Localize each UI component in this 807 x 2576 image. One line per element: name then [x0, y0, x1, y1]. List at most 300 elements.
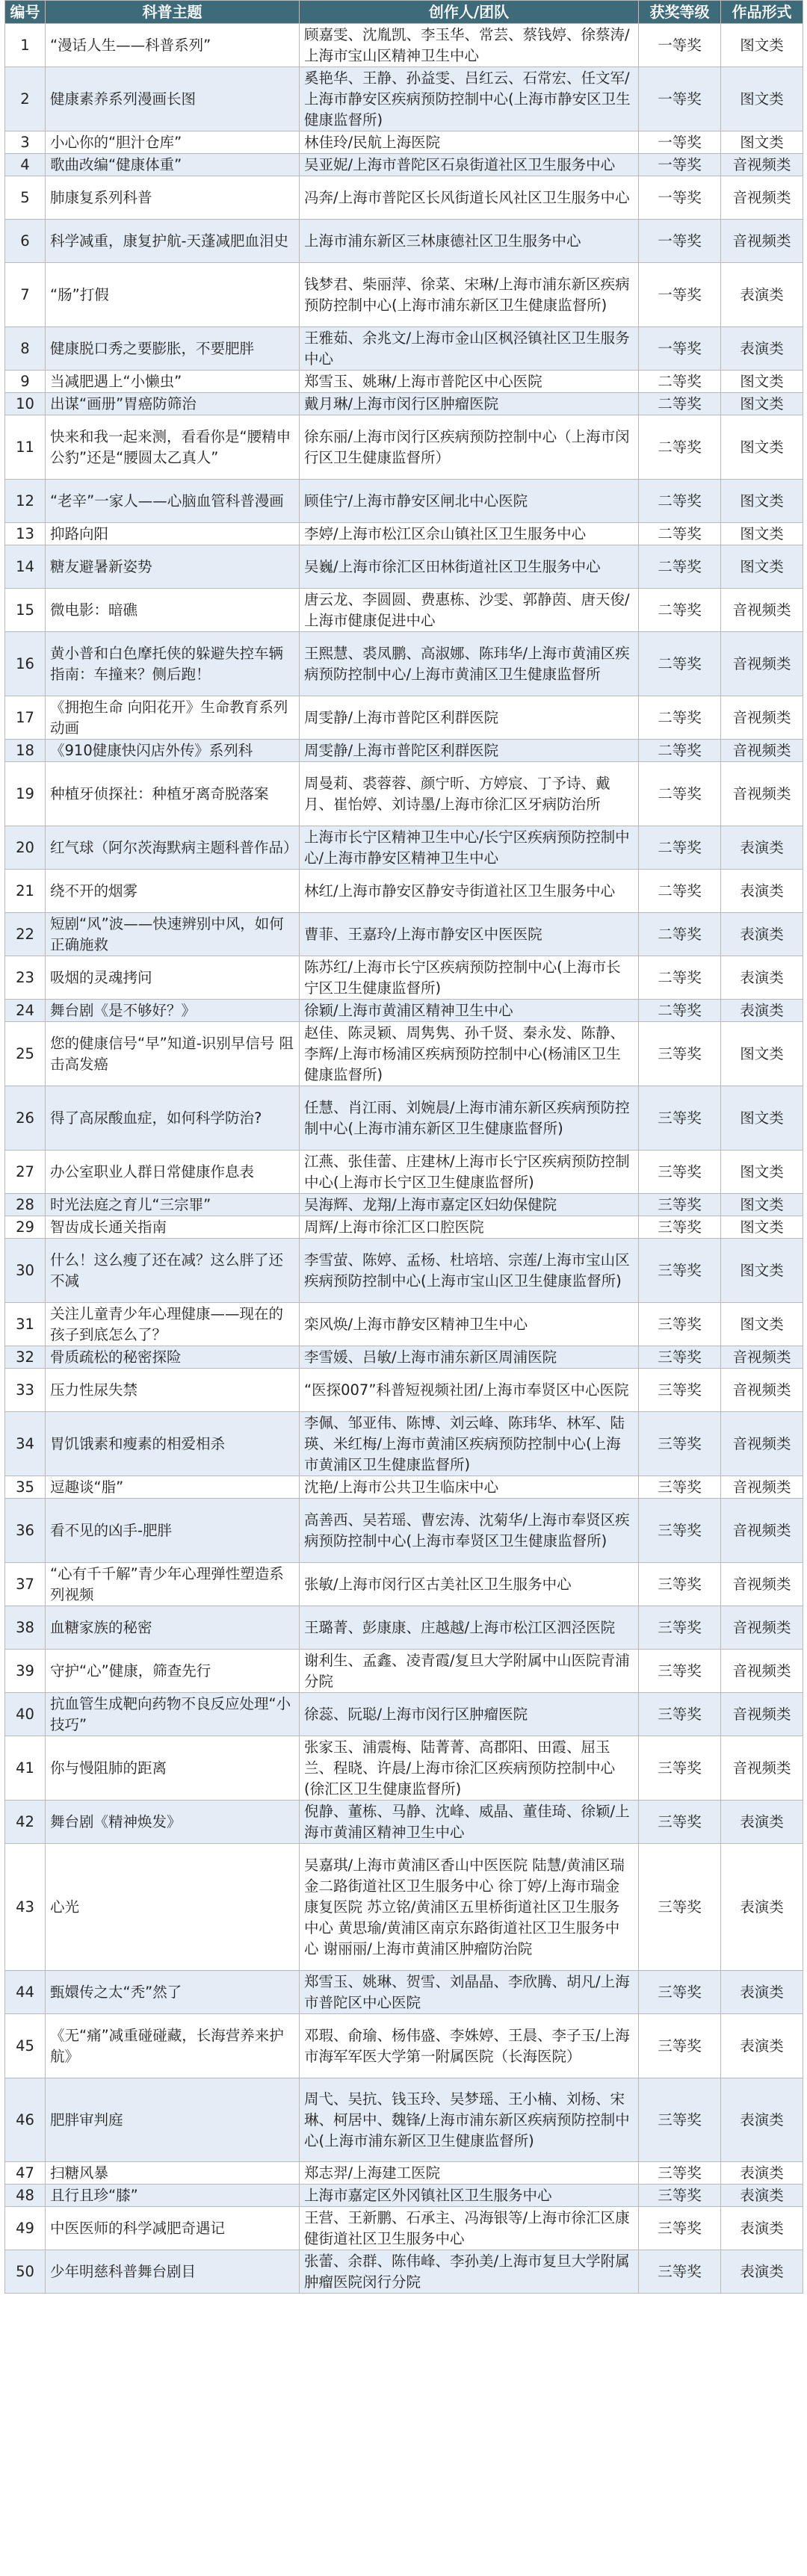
- cell-award: 三等奖: [639, 1801, 721, 1844]
- cell-id: 33: [5, 1369, 46, 1412]
- cell-award: 一等奖: [639, 327, 721, 371]
- cell-form: 音视频类: [721, 1369, 803, 1412]
- table-row: [5, 1801, 803, 1844]
- table-row: [5, 1844, 803, 1971]
- cell-id: 30: [5, 1239, 46, 1303]
- cell-award: 三等奖: [639, 1194, 721, 1216]
- cell-topic: 肺康复系列科普: [46, 176, 300, 220]
- cell-team: 冯奔/上海市普陀区长风街道长风社区卫生服务中心: [300, 176, 639, 220]
- cell-team: 倪静、董栋、马静、沈峰、威晶、董佳琦、徐颖/上海市黄浦区精神卫生中心: [300, 1801, 639, 1844]
- table-row: [5, 371, 803, 393]
- cell-form: 图文类: [721, 1194, 803, 1216]
- cell-id: 39: [5, 1650, 46, 1693]
- cell-id: 11: [5, 415, 46, 480]
- cell-award: 三等奖: [639, 1086, 721, 1151]
- cell-form: 音视频类: [721, 740, 803, 762]
- cell-form: 音视频类: [721, 1346, 803, 1369]
- cell-form: 图文类: [721, 1239, 803, 1303]
- cell-team: 唐云龙、李圆圆、费惠栋、沙雯、郭静茵、唐天俊/上海市健康促进中心: [300, 589, 639, 632]
- cell-topic: 胃饥饿素和瘦素的相爱相杀: [46, 1412, 300, 1476]
- cell-award: 二等奖: [639, 371, 721, 393]
- cell-id: 32: [5, 1346, 46, 1369]
- cell-form: 图文类: [721, 480, 803, 523]
- cell-form: 表演类: [721, 826, 803, 870]
- cell-team: 徐东丽/上海市闵行区疾病预防控制中心（上海市闵行区卫生健康监督所）: [300, 415, 639, 480]
- cell-award: 二等奖: [639, 826, 721, 870]
- header-topic: 科普主题: [46, 1, 300, 24]
- cell-id: 46: [5, 2078, 46, 2162]
- cell-id: 4: [5, 154, 46, 176]
- cell-id: 19: [5, 762, 46, 826]
- cell-topic: “心有千千解”青少年心理弹性塑造系列视频: [46, 1563, 300, 1606]
- cell-team: 高善西、吴若瑶、曹宏涛、沈菊华/上海市奉贤区疾病预防控制中心(上海市奉贤区卫生健康监督所): [300, 1499, 639, 1563]
- cell-award: 三等奖: [639, 1239, 721, 1303]
- cell-id: 29: [5, 1216, 46, 1239]
- cell-topic: 种植牙侦探社：种植牙离奇脱落案: [46, 762, 300, 826]
- cell-team: 李雪媛、吕敏/上海市浦东新区周浦医院: [300, 1346, 639, 1369]
- table-row: [5, 220, 803, 263]
- cell-form: 音视频类: [721, 1693, 803, 1736]
- cell-form: 音视频类: [721, 1563, 803, 1606]
- cell-form: 图文类: [721, 67, 803, 131]
- cell-award: 一等奖: [639, 24, 721, 67]
- cell-topic: 健康脱口秀之要膨胀，不要肥胖: [46, 327, 300, 371]
- cell-award: 三等奖: [639, 1303, 721, 1346]
- cell-team: 李雪萤、陈婷、孟杨、杜培培、宗莲/上海市宝山区疾病预防控制中心(上海市宝山区卫生健康监督所): [300, 1239, 639, 1303]
- cell-id: 50: [5, 2250, 46, 2294]
- cell-id: 12: [5, 480, 46, 523]
- table-row: [5, 1736, 803, 1801]
- cell-team: 王璐菁、彭康康、庄越越/上海市松江区泗泾医院: [300, 1606, 639, 1650]
- cell-form: 图文类: [721, 1216, 803, 1239]
- cell-award: 三等奖: [639, 1844, 721, 1971]
- table-row: [5, 327, 803, 371]
- cell-award: 三等奖: [639, 1693, 721, 1736]
- cell-team: 张家玉、浦震梅、陆菁菁、高郡阳、田霞、屈玉兰、程晓、许晨/上海市徐汇区疾病预防控制中心(徐汇区卫生健康监督所): [300, 1736, 639, 1801]
- header-award: 获奖等级: [639, 1, 721, 24]
- table-row: [5, 2162, 803, 2185]
- cell-award: 三等奖: [639, 1971, 721, 2014]
- cell-topic: 中医医师的科学减肥奇遇记: [46, 2207, 300, 2250]
- cell-team: 李佩、邹亚伟、陈博、刘云峰、陈玮华、林军、陆瑛、米红梅/上海市黄浦区疾病预防控制中心(上海市黄浦区卫生健康监督所): [300, 1412, 639, 1476]
- cell-topic: 守护“心”健康，筛查先行: [46, 1650, 300, 1693]
- cell-topic: 《拥抱生命 向阳花开》生命教育系列动画: [46, 696, 300, 740]
- cell-form: 音视频类: [721, 1736, 803, 1801]
- cell-award: 三等奖: [639, 1346, 721, 1369]
- cell-topic: “肠”打假: [46, 263, 300, 327]
- cell-team: 周雯静/上海市普陀区利群医院: [300, 740, 639, 762]
- cell-form: 图文类: [721, 1022, 803, 1086]
- cell-award: 一等奖: [639, 131, 721, 154]
- award-table: [4, 0, 803, 2294]
- cell-topic: 甄嬛传之太“秃”然了: [46, 1971, 300, 2014]
- cell-team: 邓瑕、俞瑜、杨伟盛、李姝婷、王晨、李子玉/上海市海军军医大学第一附属医院（长海医院）: [300, 2014, 639, 2078]
- cell-award: 二等奖: [639, 740, 721, 762]
- table-row: [5, 1650, 803, 1693]
- cell-topic: 糖友避暑新姿势: [46, 545, 300, 589]
- header-id: 编号: [5, 1, 46, 24]
- cell-id: 3: [5, 131, 46, 154]
- cell-award: 三等奖: [639, 1412, 721, 1476]
- table-row: [5, 1369, 803, 1412]
- cell-topic: 抗血管生成靶向药物不良反应处理“小技巧”: [46, 1693, 300, 1736]
- cell-team: 栾风焕/上海市静安区精神卫生中心: [300, 1303, 639, 1346]
- cell-team: 林红/上海市静安区静安寺街道社区卫生服务中心: [300, 870, 639, 913]
- cell-team: 曹菲、王嘉玲/上海市静安区中医医院: [300, 913, 639, 956]
- cell-id: 36: [5, 1499, 46, 1563]
- cell-team: 沈艳/上海市公共卫生临床中心: [300, 1476, 639, 1499]
- table-row: [5, 2014, 803, 2078]
- cell-id: 5: [5, 176, 46, 220]
- cell-id: 6: [5, 220, 46, 263]
- cell-topic: 黄小普和白色摩托侠的躲避失控车辆指南：车撞来？侧后跑！: [46, 632, 300, 696]
- cell-team: 吴巍/上海市徐汇区田林街道社区卫生服务中心: [300, 545, 639, 589]
- cell-topic: 得了高尿酸血症，如何科学防治?: [46, 1086, 300, 1151]
- cell-topic: 时光法庭之育儿“三宗罪”: [46, 1194, 300, 1216]
- table-row: [5, 1563, 803, 1606]
- cell-award: 二等奖: [639, 913, 721, 956]
- cell-form: 表演类: [721, 1801, 803, 1844]
- cell-team: 周雯静/上海市普陀区利群医院: [300, 696, 639, 740]
- cell-form: 图文类: [721, 545, 803, 589]
- cell-team: 郑雪玉、姚琳、贺雪、刘晶晶、李欣腾、胡凡/上海市普陀区中心医院: [300, 1971, 639, 2014]
- table-row: [5, 1086, 803, 1151]
- cell-form: 表演类: [721, 1971, 803, 2014]
- cell-form: 表演类: [721, 2162, 803, 2185]
- table-row: [5, 24, 803, 67]
- table-row: [5, 762, 803, 826]
- table-row: [5, 1194, 803, 1216]
- cell-team: 吴亚妮/上海市普陀区石泉街道社区卫生服务中心: [300, 154, 639, 176]
- cell-topic: 舞台剧《精神焕发》: [46, 1801, 300, 1844]
- cell-award: 三等奖: [639, 2078, 721, 2162]
- cell-form: 表演类: [721, 1000, 803, 1022]
- cell-form: 表演类: [721, 913, 803, 956]
- cell-id: 21: [5, 870, 46, 913]
- cell-topic: “老辛”一家人——心脑血管科普漫画: [46, 480, 300, 523]
- cell-form: 音视频类: [721, 1412, 803, 1476]
- cell-form: 音视频类: [721, 1476, 803, 1499]
- cell-form: 表演类: [721, 870, 803, 913]
- cell-id: 41: [5, 1736, 46, 1801]
- table-row: [5, 956, 803, 1000]
- cell-award: 三等奖: [639, 1151, 721, 1194]
- cell-topic: 短剧“风”波——快速辨别中风，如何正确施救: [46, 913, 300, 956]
- cell-form: 图文类: [721, 523, 803, 545]
- cell-topic: 《无“痛”减重碰碰藏，长海营养来护航》: [46, 2014, 300, 2078]
- cell-topic: 抑路向阳: [46, 523, 300, 545]
- table-row: [5, 1239, 803, 1303]
- cell-team: 上海市嘉定区外冈镇社区卫生服务中心: [300, 2185, 639, 2207]
- cell-topic: 红气球（阿尔茨海默病主题科普作品）: [46, 826, 300, 870]
- table-row: [5, 2250, 803, 2294]
- cell-form: 图文类: [721, 393, 803, 415]
- cell-id: 1: [5, 24, 46, 67]
- cell-form: 音视频类: [721, 1499, 803, 1563]
- table-row: [5, 176, 803, 220]
- cell-award: 三等奖: [639, 1216, 721, 1239]
- cell-team: 林佳玲/民航上海医院: [300, 131, 639, 154]
- cell-topic: 办公室职业人群日常健康作息表: [46, 1151, 300, 1194]
- cell-id: 28: [5, 1194, 46, 1216]
- table-row: [5, 740, 803, 762]
- table-row: [5, 2078, 803, 2162]
- cell-topic: 歌曲改编“健康体重”: [46, 154, 300, 176]
- cell-form: 表演类: [721, 2078, 803, 2162]
- cell-award: 一等奖: [639, 263, 721, 327]
- cell-award: 一等奖: [639, 220, 721, 263]
- cell-topic: 心光: [46, 1844, 300, 1971]
- cell-form: 图文类: [721, 24, 803, 67]
- cell-team: 任慧、肖江雨、刘婉晨/上海市浦东新区疾病预防控制中心(上海市浦东新区卫生健康监督所): [300, 1086, 639, 1151]
- cell-id: 38: [5, 1606, 46, 1650]
- cell-team: 张敏/上海市闵行区古美社区卫生服务中心: [300, 1563, 639, 1606]
- cell-team: 周曼莉、裘蓉蓉、颜宁昕、方婷宸、丁予诗、戴月、崔怡婷、刘诗墨/上海市徐汇区牙病防治所: [300, 762, 639, 826]
- cell-form: 图文类: [721, 1151, 803, 1194]
- header-team: 创作人/团队: [300, 1, 639, 24]
- cell-id: 40: [5, 1693, 46, 1736]
- cell-form: 音视频类: [721, 762, 803, 826]
- cell-id: 26: [5, 1086, 46, 1151]
- cell-award: 二等奖: [639, 632, 721, 696]
- table-body: [5, 24, 803, 2294]
- cell-award: 三等奖: [639, 1650, 721, 1693]
- cell-award: 二等奖: [639, 415, 721, 480]
- table-row: [5, 1022, 803, 1086]
- cell-form: 音视频类: [721, 696, 803, 740]
- cell-id: 15: [5, 589, 46, 632]
- cell-team: 王熙慧、裘凤鹏、高淑娜、陈玮华/上海市黄浦区疾病预防控制中心/上海市黄浦区卫生健康监督所: [300, 632, 639, 696]
- cell-team: 戴月琳/上海市闵行区肿瘤医院: [300, 393, 639, 415]
- cell-form: 音视频类: [721, 176, 803, 220]
- cell-id: 31: [5, 1303, 46, 1346]
- cell-team: 奚艳华、王静、孙益雯、吕红云、石常宏、任文军/上海市静安区疾病预防控制中心(上海市静安区卫生健康监督所): [300, 67, 639, 131]
- cell-team: 钱梦君、柴丽萍、徐菜、宋琳/上海市浦东新区疾病预防控制中心(上海市浦东新区卫生健康监督所): [300, 263, 639, 327]
- cell-team: 张蕾、余群、陈伟峰、李孙美/上海市复旦大学附属肿瘤医院闵行分院: [300, 2250, 639, 2294]
- table-row: [5, 2207, 803, 2250]
- cell-form: 表演类: [721, 327, 803, 371]
- cell-topic: 看不见的凶手-肥胖: [46, 1499, 300, 1563]
- cell-topic: 当减肥遇上“小懒虫”: [46, 371, 300, 393]
- cell-topic: 骨质疏松的秘密探险: [46, 1346, 300, 1369]
- cell-award: 三等奖: [639, 1369, 721, 1412]
- table-row: [5, 1303, 803, 1346]
- table-row: [5, 523, 803, 545]
- cell-team: 江燕、张佳蕾、庄建林/上海市长宁区疾病预防控制中心(上海市长宁区卫生健康监督所): [300, 1151, 639, 1194]
- cell-team: 顾佳宁/上海市静安区闸北中心医院: [300, 480, 639, 523]
- table-row: [5, 67, 803, 131]
- table-row: [5, 263, 803, 327]
- cell-award: 二等奖: [639, 589, 721, 632]
- cell-team: “医探007”科普短视频社团/上海市奉贤区中心医院: [300, 1369, 639, 1412]
- table-row: [5, 826, 803, 870]
- cell-award: 二等奖: [639, 1000, 721, 1022]
- cell-id: 44: [5, 1971, 46, 2014]
- cell-topic: 压力性尿失禁: [46, 1369, 300, 1412]
- cell-form: 表演类: [721, 2014, 803, 2078]
- cell-award: 二等奖: [639, 696, 721, 740]
- cell-id: 13: [5, 523, 46, 545]
- cell-award: 三等奖: [639, 1476, 721, 1499]
- cell-award: 二等奖: [639, 545, 721, 589]
- cell-team: 郑志羿/上海建工医院: [300, 2162, 639, 2185]
- cell-id: 22: [5, 913, 46, 956]
- cell-award: 二等奖: [639, 762, 721, 826]
- award-list-sheet: [4, 0, 803, 2294]
- cell-form: 音视频类: [721, 589, 803, 632]
- cell-team: 上海市长宁区精神卫生中心/长宁区疾病预防控制中心/上海市静安区精神卫生中心: [300, 826, 639, 870]
- cell-form: 表演类: [721, 1844, 803, 1971]
- cell-id: 16: [5, 632, 46, 696]
- table-row: [5, 870, 803, 913]
- cell-award: 二等奖: [639, 480, 721, 523]
- cell-award: 一等奖: [639, 176, 721, 220]
- cell-team: 谢利生、孟鑫、凌青霞/复旦大学附属中山医院青浦分院: [300, 1650, 639, 1693]
- table-row: [5, 131, 803, 154]
- cell-topic: 出谋“画册”胃癌防筛治: [46, 393, 300, 415]
- cell-id: 18: [5, 740, 46, 762]
- cell-id: 20: [5, 826, 46, 870]
- cell-id: 9: [5, 371, 46, 393]
- cell-topic: 您的健康信号“早”知道-识别早信号 阻击高发癌: [46, 1022, 300, 1086]
- cell-form: 表演类: [721, 2185, 803, 2207]
- cell-award: 二等奖: [639, 393, 721, 415]
- cell-form: 音视频类: [721, 220, 803, 263]
- cell-topic: 快来和我一起来测，看看你是“腰精申公豹”还是“腰圆太乙真人”: [46, 415, 300, 480]
- cell-topic: 什么！这么瘦了还在减？这么胖了还不减: [46, 1239, 300, 1303]
- table-row: [5, 2185, 803, 2207]
- cell-team: 徐蕊、阮聪/上海市闵行区肿瘤医院: [300, 1693, 639, 1736]
- cell-award: 三等奖: [639, 1499, 721, 1563]
- cell-id: 23: [5, 956, 46, 1000]
- cell-topic: 你与慢阻肺的距离: [46, 1736, 300, 1801]
- cell-team: 吴海辉、龙翔/上海市嘉定区妇幼保健院: [300, 1194, 639, 1216]
- cell-award: 三等奖: [639, 1022, 721, 1086]
- cell-topic: “漫话人生——科普系列”: [46, 24, 300, 67]
- cell-team: 陈苏红/上海市长宁区疾病预防控制中心(上海市长宁区卫生健康监督所): [300, 956, 639, 1000]
- cell-form: 图文类: [721, 1086, 803, 1151]
- cell-topic: 血糖家族的秘密: [46, 1606, 300, 1650]
- cell-id: 2: [5, 67, 46, 131]
- cell-team: 王雅茹、余兆文/上海市金山区枫泾镇社区卫生服务中心: [300, 327, 639, 371]
- cell-form: 表演类: [721, 263, 803, 327]
- table-row: [5, 1216, 803, 1239]
- cell-form: 表演类: [721, 956, 803, 1000]
- table-row: [5, 1693, 803, 1736]
- table-row: [5, 1971, 803, 2014]
- cell-award: 三等奖: [639, 1736, 721, 1801]
- cell-team: 吴嘉琪/上海市黄浦区香山中医医院 陆慧/黄浦区瑞金二路街道社区卫生服务中心 徐丁婷/上海市瑞金康复医院 苏立铭/黄浦区五里桥街道社区卫生服务中心 黄思瑜/黄浦区南京东路街道社区卫生服务中心 谢丽丽/上海市黄浦区肿瘤防治院: [300, 1844, 639, 1971]
- cell-award: 二等奖: [639, 523, 721, 545]
- cell-form: 图文类: [721, 415, 803, 480]
- cell-form: 图文类: [721, 1303, 803, 1346]
- cell-award: 一等奖: [639, 154, 721, 176]
- cell-topic: 微电影：暗礁: [46, 589, 300, 632]
- cell-form: 音视频类: [721, 1606, 803, 1650]
- cell-team: 王营、王新鹏、石承主、冯海银等/上海市徐汇区康健街道社区卫生服务中心: [300, 2207, 639, 2250]
- table-row: [5, 632, 803, 696]
- cell-team: 徐颖/上海市黄浦区精神卫生中心: [300, 1000, 639, 1022]
- cell-id: 27: [5, 1151, 46, 1194]
- cell-id: 45: [5, 2014, 46, 2078]
- table-row: [5, 480, 803, 523]
- table-row: [5, 589, 803, 632]
- cell-topic: 逗趣谈“脂”: [46, 1476, 300, 1499]
- cell-award: 二等奖: [639, 956, 721, 1000]
- cell-topic: 舞台剧《是不够好？》: [46, 1000, 300, 1022]
- cell-form: 音视频类: [721, 1650, 803, 1693]
- cell-topic: 智齿成长通关指南: [46, 1216, 300, 1239]
- cell-topic: 少年明慈科普舞台剧目: [46, 2250, 300, 2294]
- cell-award: 一等奖: [639, 67, 721, 131]
- cell-team: 顾嘉雯、沈胤凯、李玉华、常芸、蔡钱婷、徐蔡涛/上海市宝山区精神卫生中心: [300, 24, 639, 67]
- table-row: [5, 913, 803, 956]
- cell-team: 郑雪玉、姚琳/上海市普陀区中心医院: [300, 371, 639, 393]
- cell-id: 37: [5, 1563, 46, 1606]
- cell-topic: 健康素养系列漫画长图: [46, 67, 300, 131]
- table-row: [5, 545, 803, 589]
- table-row: [5, 415, 803, 480]
- cell-id: 43: [5, 1844, 46, 1971]
- cell-id: 7: [5, 263, 46, 327]
- cell-award: 三等奖: [639, 2162, 721, 2185]
- cell-id: 47: [5, 2162, 46, 2185]
- table-row: [5, 1476, 803, 1499]
- table-row: [5, 696, 803, 740]
- cell-id: 34: [5, 1412, 46, 1476]
- table-row: [5, 1000, 803, 1022]
- cell-team: 赵佳、陈灵颖、周隽隽、孙千贤、秦永发、陈静、李辉/上海市杨浦区疾病预防控制中心(杨浦区卫生健康监督所): [300, 1022, 639, 1086]
- cell-form: 图文类: [721, 371, 803, 393]
- cell-award: 三等奖: [639, 2014, 721, 2078]
- cell-id: 25: [5, 1022, 46, 1086]
- header-form: 作品形式: [721, 1, 803, 24]
- cell-id: 42: [5, 1801, 46, 1844]
- cell-form: 图文类: [721, 131, 803, 154]
- cell-topic: 《910健康快闪店外传》系列科: [46, 740, 300, 762]
- table-row: [5, 1412, 803, 1476]
- cell-form: 表演类: [721, 2207, 803, 2250]
- table-row: [5, 154, 803, 176]
- cell-topic: 科学减重，康复护航-天蓬减肥血泪史: [46, 220, 300, 263]
- cell-team: 周弋、吴抗、钱玉玲、吴梦瑶、王小楠、刘杨、宋琳、柯居中、魏锋/上海市浦东新区疾病预防控制中心(上海市浦东新区卫生健康监督所): [300, 2078, 639, 2162]
- cell-award: 三等奖: [639, 1563, 721, 1606]
- cell-team: 上海市浦东新区三林康德社区卫生服务中心: [300, 220, 639, 263]
- cell-form: 表演类: [721, 2250, 803, 2294]
- cell-topic: 且行且珍“膝”: [46, 2185, 300, 2207]
- table-row: [5, 393, 803, 415]
- cell-form: 音视频类: [721, 632, 803, 696]
- cell-topic: 关注儿童青少年心理健康——现在的孩子到底怎么了？: [46, 1303, 300, 1346]
- cell-id: 49: [5, 2207, 46, 2250]
- cell-topic: 绕不开的烟雾: [46, 870, 300, 913]
- table-row: [5, 1606, 803, 1650]
- cell-id: 10: [5, 393, 46, 415]
- cell-team: 李婷/上海市松江区佘山镇社区卫生服务中心: [300, 523, 639, 545]
- cell-id: 8: [5, 327, 46, 371]
- table-row: [5, 1151, 803, 1194]
- cell-topic: 扫糖风暴: [46, 2162, 300, 2185]
- cell-topic: 肥胖审判庭: [46, 2078, 300, 2162]
- cell-id: 24: [5, 1000, 46, 1022]
- table-header: [5, 1, 803, 24]
- cell-id: 17: [5, 696, 46, 740]
- cell-team: 周辉/上海市徐汇区口腔医院: [300, 1216, 639, 1239]
- cell-award: 三等奖: [639, 2207, 721, 2250]
- table-row: [5, 1346, 803, 1369]
- cell-form: 音视频类: [721, 154, 803, 176]
- cell-award: 三等奖: [639, 1606, 721, 1650]
